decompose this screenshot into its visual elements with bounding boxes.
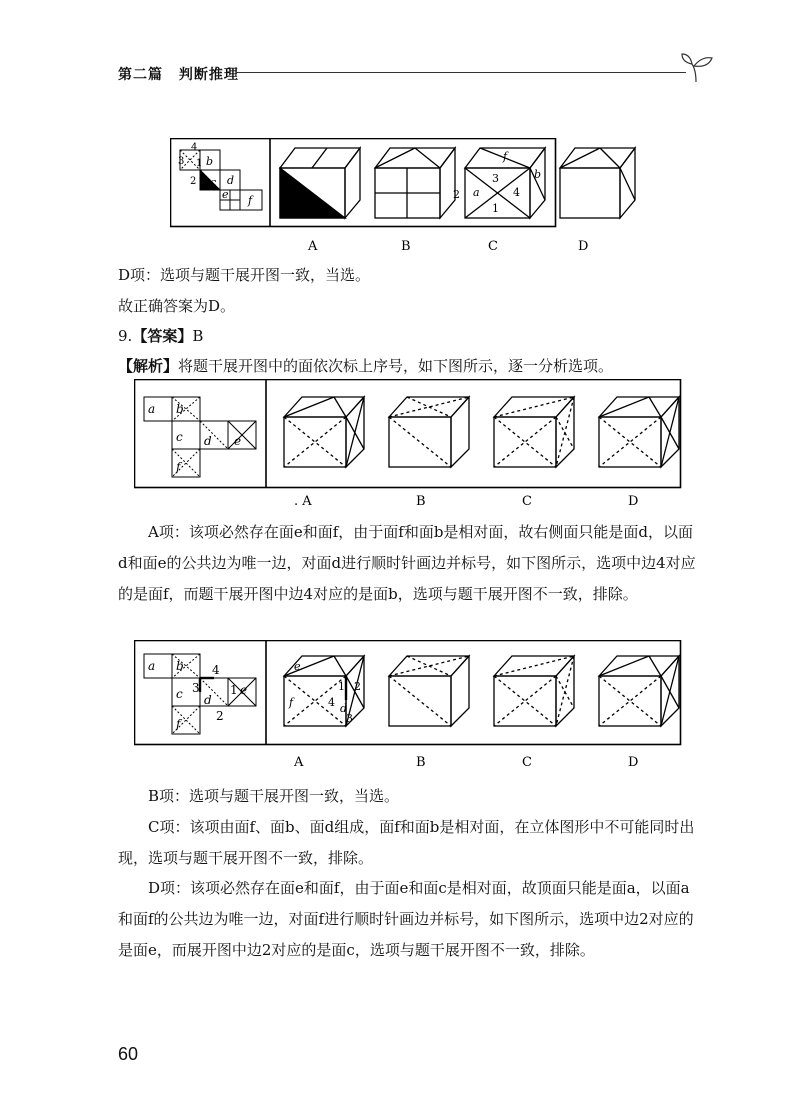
net-1-label: f [248, 194, 253, 207]
cube-c-label: a [473, 186, 480, 199]
cube-a-label: 4 [328, 696, 335, 709]
option-label-c: C [522, 755, 532, 770]
answer-value: B [192, 327, 204, 345]
net-1-label: e [222, 188, 229, 201]
net-2-label: d [204, 434, 212, 448]
cube-option-b [375, 148, 455, 218]
net-2-label: f [176, 460, 181, 474]
net-1-label: 4 [191, 142, 198, 153]
cube-option-c [494, 656, 574, 726]
option-label-b: B [416, 494, 426, 509]
header-rule [236, 72, 686, 73]
option-label-b: B [416, 755, 426, 770]
cube-c-label: 1 [492, 202, 499, 215]
cube-option-d [560, 148, 635, 218]
option-label-b: B [401, 239, 411, 254]
page-number: 60 [118, 1044, 139, 1064]
option-label-c: C [488, 239, 498, 254]
net-3-label: 2 [216, 709, 224, 723]
net-3-label: c [176, 687, 183, 701]
net-1-label: b [206, 155, 214, 168]
analysis-intro [118, 351, 700, 382]
figure-1-drawing [170, 138, 640, 258]
net-2-label: b [176, 402, 184, 416]
net-1-label: 1 [196, 158, 203, 169]
chapter-label: 判断推理 [178, 67, 239, 83]
option-label-d: D [628, 755, 639, 770]
option-b-analysis: B项：选项与题干展开图一致，当选。 [148, 787, 400, 805]
cube-option-c [494, 397, 574, 467]
net-1-label: 2 [190, 176, 197, 187]
conclusion: 故正确答案为D。 [118, 297, 236, 315]
net-3-label: f [176, 717, 181, 731]
cube-option-b [389, 397, 469, 467]
cube-option-d [599, 397, 679, 467]
question-9-answer [118, 321, 700, 352]
figure-3 [134, 640, 694, 780]
option-label-a: A [308, 239, 318, 254]
cube-c-label: 2 [453, 188, 460, 201]
cube-option-d [599, 656, 679, 726]
figure-2-drawing [134, 379, 694, 511]
option-label-d: D [578, 239, 589, 254]
cube-option-b [389, 656, 469, 726]
cube-c-label: 4 [513, 186, 520, 199]
cube-a-label: 3 [346, 712, 353, 725]
cube-a-label: 1 [338, 680, 345, 693]
option-c-analysis: C项：该项由面f、面b、面d组成，面f和面b是相对面，在立体图形中不可能同时出现，选项与题干展开图不一致，排除。 [118, 818, 695, 867]
cube-c-label: f [503, 150, 508, 163]
net-1-label: 3 [178, 156, 185, 167]
option-label-c: C [522, 494, 532, 509]
net-3-label: 3 [192, 681, 200, 695]
cube-option-a [284, 397, 364, 467]
net-3-label: d [204, 693, 212, 707]
answer-label: 【答案】 [132, 327, 193, 345]
running-header [118, 62, 698, 92]
option-label-a: A [294, 755, 304, 770]
option-label-a: . A [294, 494, 312, 509]
figure-1 [170, 138, 640, 262]
cube-a-label: d [340, 702, 348, 715]
net-3-label: 1 [230, 683, 238, 697]
running-header-title [118, 64, 239, 84]
net-3-label: e [240, 683, 248, 697]
cube-a-label: f [289, 696, 294, 709]
cube-option-a [280, 148, 360, 218]
question-number: 9. [118, 327, 133, 345]
analysis-text: 将题干展开图中的面依次标上序号，如下图所示，逐一分析选项。 [178, 357, 614, 375]
option-d-analysis: D项：该项必然存在面e和面f，由于面e和面c是相对面，故顶面只能是面a，以面a和面f的公共边为唯一边，对面f进行顺时针画边并标号，如下图所示，选项中边2对应的是面e，而展开图中边2对应的是面c，选项与题干展开图不一致，排除。 [118, 879, 694, 959]
cube-c-label: b [534, 168, 542, 181]
section-label: 第二篇 [118, 67, 163, 83]
figure-2 [134, 379, 694, 515]
net-2-label: e [234, 434, 242, 448]
option-a-analysis: A项：该项必然存在面e和面f，由于面f和面b是相对面，故右侧面只能是面d，以面d和面e的公共边为唯一边，对面d进行顺时针画边并标号，如下图所示，选项中边4对应的是面f，而题干展开图中边4对应的是面b，选项与题干展开图不一致，排除。 [118, 523, 696, 603]
net-1-label: d [227, 174, 235, 187]
analysis-label: 【解析】 [118, 357, 179, 375]
cube-a-label: 2 [354, 680, 361, 693]
net-2-label: c [176, 430, 183, 444]
net-3-label: a [148, 659, 156, 673]
sprout-icon [678, 44, 718, 84]
net-3-label: 4 [212, 663, 220, 677]
option-d-verdict: D项：选项与题干展开图一致，当选。 [118, 266, 371, 284]
cube-a-label: e [294, 660, 301, 673]
figure-3-drawing [134, 640, 694, 776]
cube-c-label: 3 [492, 172, 499, 185]
net-1-label: c [210, 176, 217, 189]
net-2-label: a [148, 402, 156, 416]
net-3-label: b [176, 659, 184, 673]
option-label-d: D [628, 494, 639, 509]
